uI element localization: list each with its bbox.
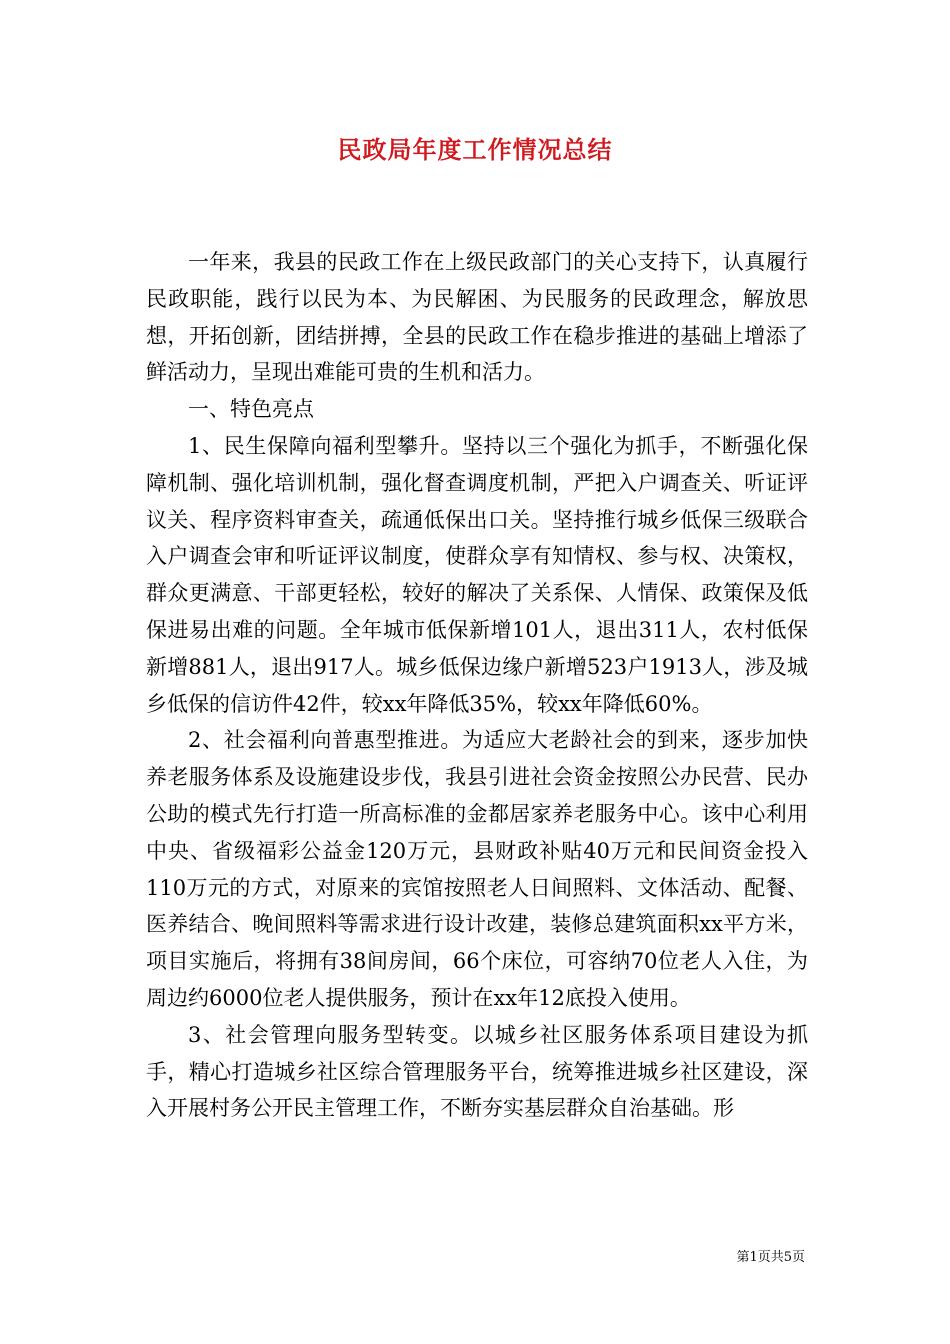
page-number-footer: 第1页共5页: [736, 1250, 805, 1265]
paragraph-item-2: 2、社会福利向普惠型推进。为适应大老龄社会的到来，逐步加快养老服务体系及设施建设步伐，我县引进社会资金按照公办民营、民办公助的模式先行打造一所高标准的金都居家养老服务中心。该中心利用中央、省级福彩公益金120万元，县财政补贴40万元和民间资金投入110万元的方式，对原来的宾馆按照老人日间照料、文体活动、配餐、医养结合、晚间照料等需求进行设计改建，装修总建筑面积xx平方米，项目实施后，将拥有38间房间，66个床位，可容纳70位老人入住，为周边约6000位老人提供服务，预计在xx年12底投入使用。: [146, 728, 808, 1010]
paragraph-item-1: 1、民生保障向福利型攀升。坚持以三个强化为抓手，不断强化保障机制、强化培训机制，强化督查调度机制，严把入户调查关、听证评议关、程序资料审查关，疏通低保出口关。坚持推行城乡低保三级联合入户调查会审和听证评议制度，使群众享有知情权、参与权、决策权，群众更满意、干部更轻松，较好的解决了关系保、人情保、政策保及低保进易出难的问题。全年城市低保新增101人，退出311人，农村低保新增881人，退出917人。城乡低保边缘户新增523户1913人，涉及城乡低保的信访件42件，较xx年降低35%，较xx年降低60%。: [146, 433, 808, 716]
paragraph-item-3: 3、社会管理向服务型转变。以城乡社区服务体系项目建设为抓手，精心打造城乡社区综合管理服务平台，统筹推进城乡社区建设，深入开展村务公开民主管理工作，不断夯实基层群众自治基础。形: [146, 1022, 808, 1121]
section-heading: 一、特色亮点: [188, 397, 314, 422]
document-body: [146, 244, 808, 1127]
paragraph-intro: 一年来，我县的民政工作在上级民政部门的关心支持下，认真履行民政职能，践行以民为本、为民解困、为民服务的民政理念，解放思想，开拓创新，团结拼搏，全县的民政工作在稳步推进的基础上增添了鲜活动力，呈现出难能可贵的生机和活力。: [146, 250, 808, 385]
document-title: 民政局年度工作情况总结: [337, 135, 613, 164]
